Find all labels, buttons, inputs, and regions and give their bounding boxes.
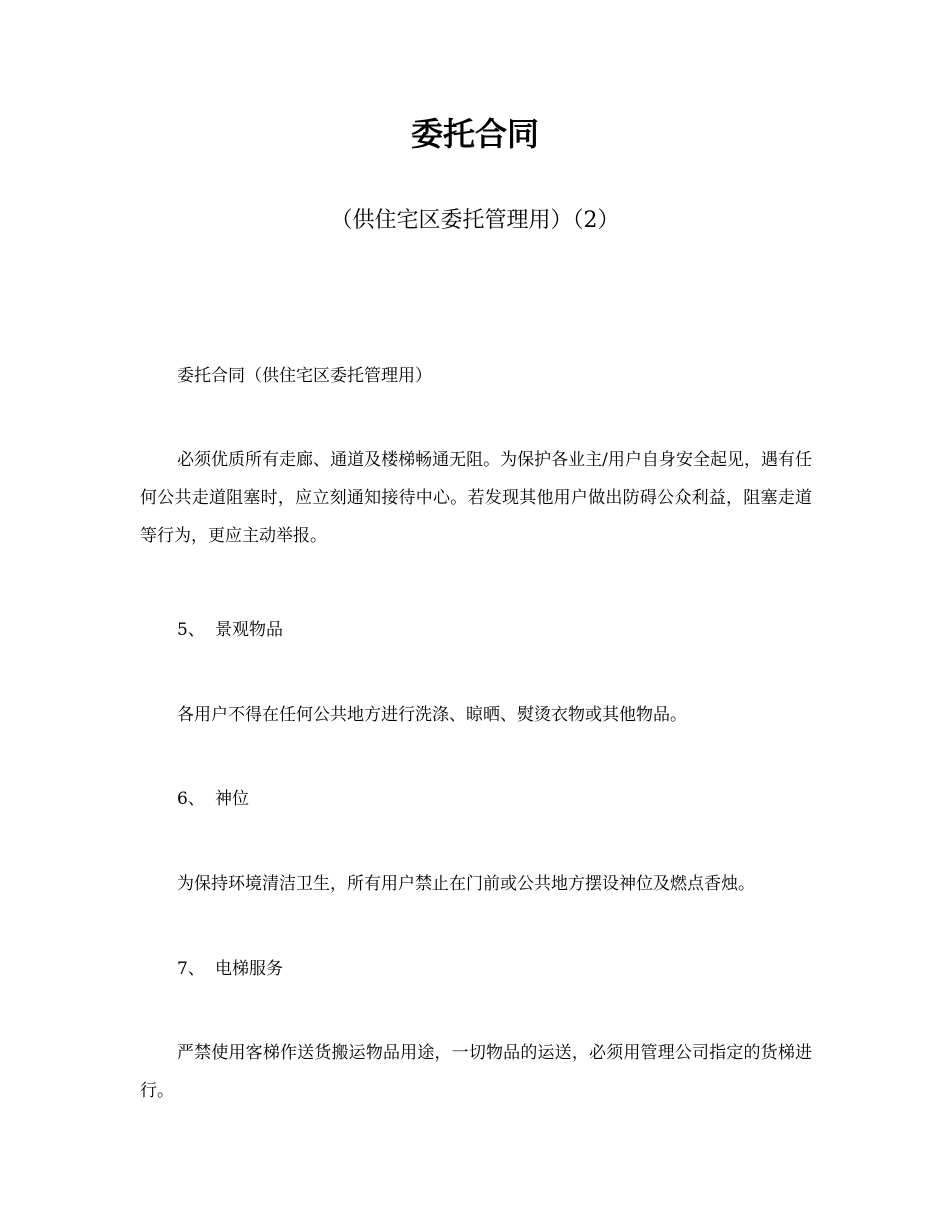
paragraph-corridors: 必须优质所有走廊、通道及楼梯畅通无阻。为保护各业主/用户自身安全起见，遇有任何公共走道阻塞时，应立刻通知接待中心。若发现其他用户做出防碍公众利益，阻塞走道等行为，更应主动举报。 [140,450,812,546]
section-text-5: 各用户不得在任何公共地方进行洗涤、晾晒、熨烫衣物或其他物品。 [177,705,687,725]
document-subtitle: （供住宅区委托管理用）（2） [330,208,620,233]
section-number: 7、 [177,959,205,979]
section-number: 6、 [177,789,205,809]
section-text-6: 为保持环境清洁卫生，所有用户禁止在门前或公共地方摆设神位及燃点香烛。 [177,874,755,894]
section-heading-6 [177,780,249,818]
section-title: 景观物品 [215,620,283,640]
section-heading-7 [177,950,283,988]
section-text-7: 严禁使用客梯作送货搬运物品用途，一切物品的运送，必须用管理公司指定的货梯进行。 [140,1043,812,1101]
section-title: 电梯服务 [215,959,283,979]
document-title: 委托合同 [410,115,539,153]
intro-line: 委托合同（供住宅区委托管理用） [177,366,432,386]
section-title: 神位 [215,789,249,809]
section-number: 5、 [177,620,205,640]
section-heading-5 [177,611,283,649]
